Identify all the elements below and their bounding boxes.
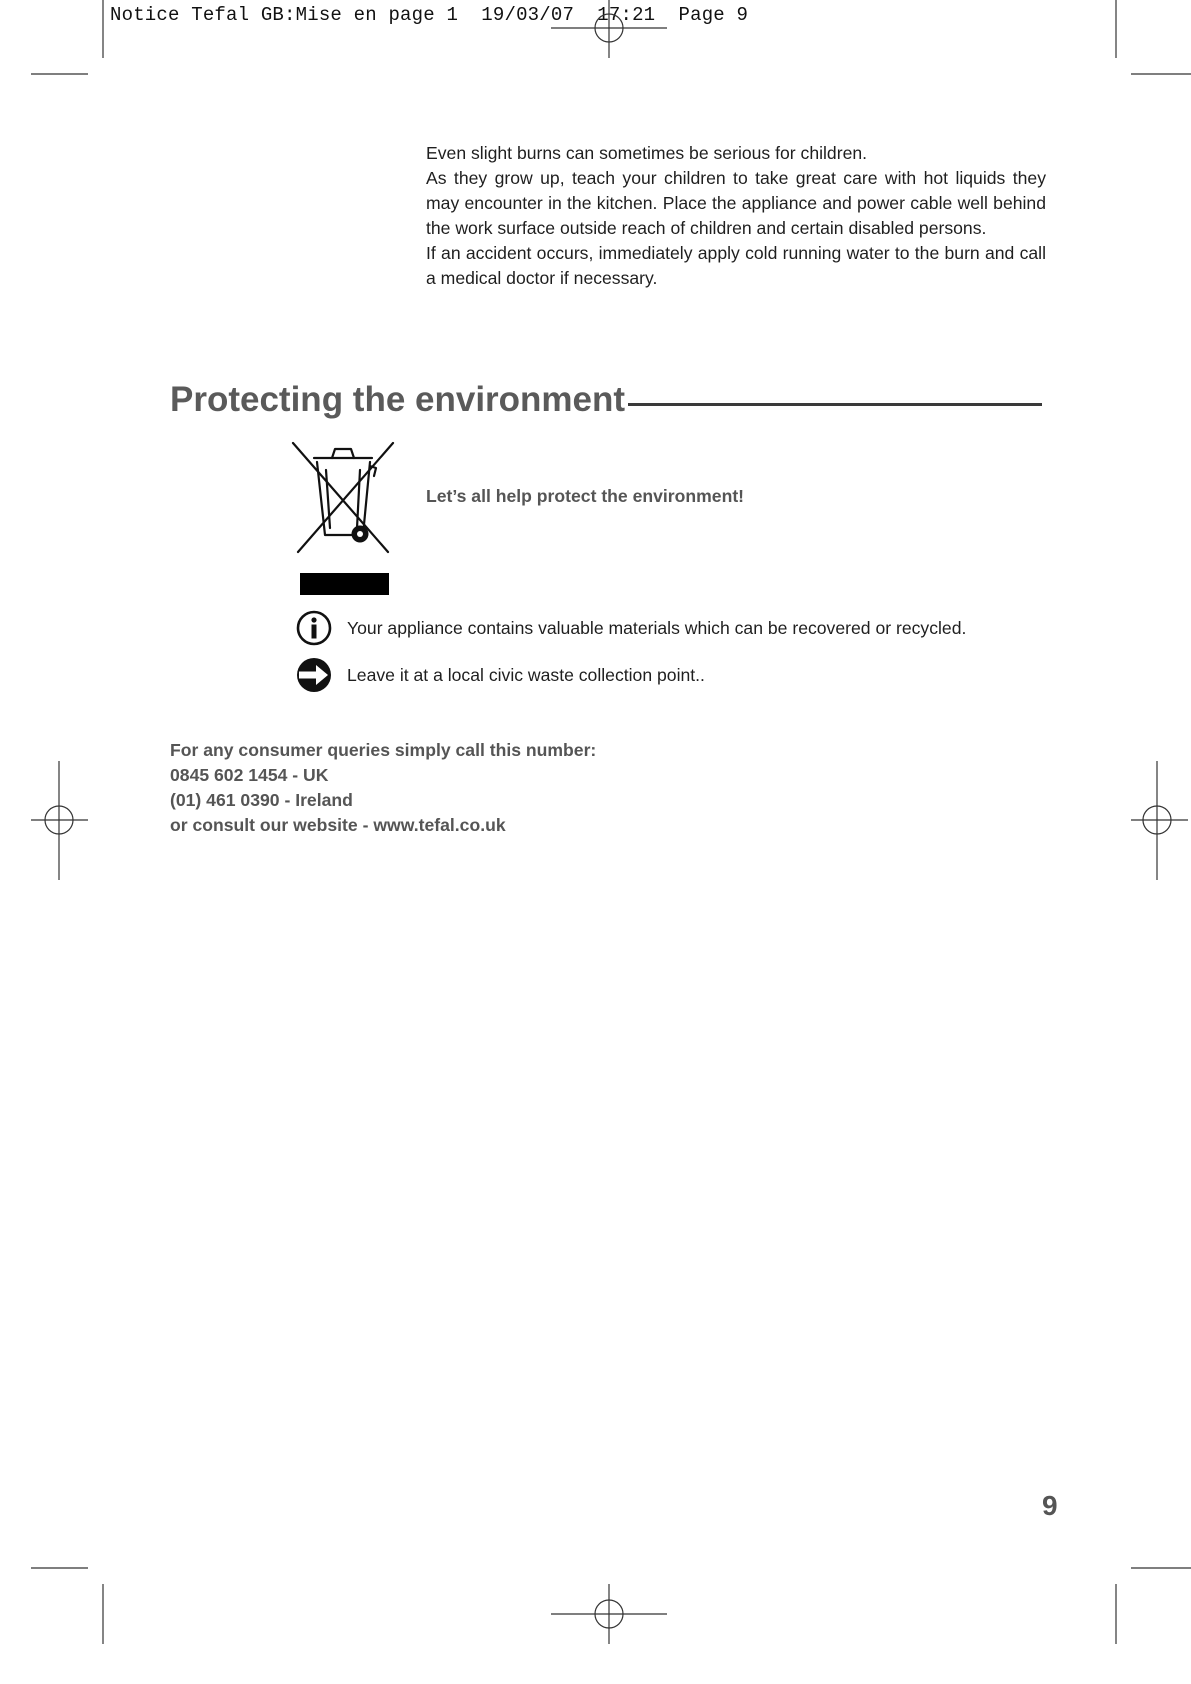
collection-point-note-text: Leave it at a local civic waste collection point.. [347, 665, 705, 685]
consumer-contact [170, 738, 596, 838]
collection-point-note [296, 657, 1056, 695]
registration-target-right [1131, 761, 1188, 880]
section-heading: Protecting the environment [170, 380, 626, 419]
crossed-out-wheelie-bin-icon [290, 440, 396, 596]
contact-phone-ireland: (01) 461 0390 - Ireland [170, 790, 353, 810]
arrow-right-icon [296, 657, 332, 693]
contact-website: or consult our website - www.tefal.co.uk [170, 815, 506, 835]
intro-line-3: If an accident occurs, immediately apply cold running water to the burn and call a medical doctor if necessary. [426, 243, 1046, 288]
registration-target-left [31, 761, 88, 880]
recycle-note-text: Your appliance contains valuable materials which can be recovered or recycled. [347, 618, 967, 638]
heading-rule [628, 403, 1042, 406]
intro-line-1: Even slight burns can sometimes be serious for children. [426, 143, 868, 163]
environment-tagline: Let’s all help protect the environment! [426, 486, 745, 506]
intro-line-2: As they grow up, teach your children to take great care with hot liquids they may encounter in the kitchen. Place the appliance and power cable well behind the work surface outside reach of children and certain disabled persons. [426, 168, 1046, 238]
contact-phone-uk: 0845 602 1454 - UK [170, 765, 329, 785]
safety-intro [426, 141, 1046, 291]
print-slug: Notice Tefal GB:Mise en page 1 19/03/07 17:21 Page 9 [110, 4, 749, 26]
registration-target-bottom [551, 1584, 667, 1644]
info-icon [296, 610, 332, 646]
page-number: 9 [1042, 1490, 1058, 1521]
recycle-note [296, 610, 1056, 648]
contact-intro: For any consumer queries simply call this number: [170, 740, 597, 760]
